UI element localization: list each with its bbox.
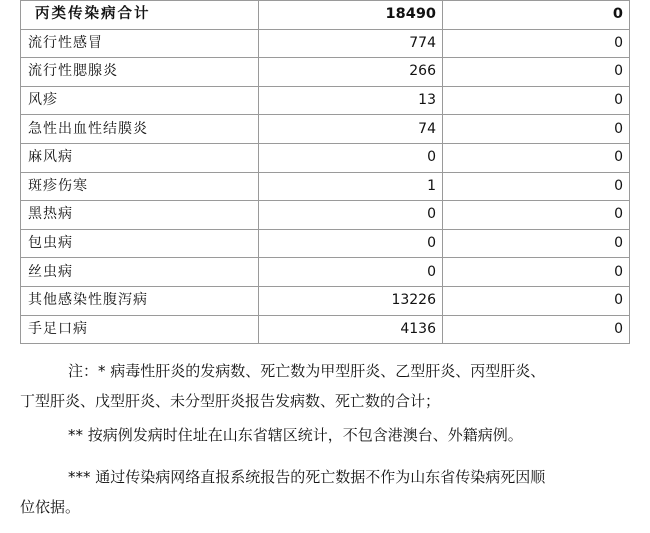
- death-count: 0: [443, 172, 630, 201]
- death-count: 0: [443, 286, 630, 315]
- death-count: 0: [443, 115, 630, 144]
- total-row: [21, 1, 630, 30]
- case-count: 1: [259, 172, 443, 201]
- disease-name: 黑热病: [21, 201, 259, 230]
- footnote-1-line-2: 丁型肝炎、戊型肝炎、未分型肝炎报告发病数、死亡数的合计；: [20, 392, 441, 410]
- disease-name: 手足口病: [21, 315, 259, 344]
- footnote-2: ** 按病例发病时住址在山东省辖区统计，不包含港澳台、外籍病例。: [68, 426, 523, 444]
- case-count: 13226: [259, 286, 443, 315]
- disease-name: 流行性感冒: [21, 29, 259, 58]
- disease-name: 丝虫病: [21, 258, 259, 287]
- footnote-1-line-1: 注：* 病毒性肝炎的发病数、死亡数为甲型肝炎、乙型肝炎、丙型肝炎、: [68, 362, 546, 380]
- table-row: [21, 58, 630, 87]
- table-row: [21, 172, 630, 201]
- case-count: 0: [259, 229, 443, 258]
- case-count: 774: [259, 29, 443, 58]
- case-count: 0: [259, 201, 443, 230]
- disease-name: 急性出血性结膜炎: [21, 115, 259, 144]
- death-count: 0: [443, 258, 630, 287]
- footnotes: [20, 356, 630, 522]
- death-count: 0: [443, 58, 630, 87]
- case-count: 4136: [259, 315, 443, 344]
- table-row: [21, 315, 630, 344]
- table-row: [21, 29, 630, 58]
- table-row: [21, 201, 630, 230]
- death-count: 0: [443, 201, 630, 230]
- death-count: 0: [443, 315, 630, 344]
- table-row: [21, 86, 630, 115]
- death-count: 0: [443, 143, 630, 172]
- disease-table: [20, 0, 630, 344]
- footnote-3-line-2: 位依据。: [20, 498, 81, 516]
- case-count: 266: [259, 58, 443, 87]
- disease-name: 流行性腮腺炎: [21, 58, 259, 87]
- disease-name: 斑疹伤寒: [21, 172, 259, 201]
- table-row: [21, 229, 630, 258]
- disease-table-container: [20, 0, 629, 344]
- disease-name: 其他感染性腹泻病: [21, 286, 259, 315]
- case-count: 74: [259, 115, 443, 144]
- case-count: 0: [259, 143, 443, 172]
- case-count: 13: [259, 86, 443, 115]
- table-row: [21, 115, 630, 144]
- disease-name: 包虫病: [21, 229, 259, 258]
- case-count: 0: [259, 258, 443, 287]
- disease-name: 风疹: [21, 86, 259, 115]
- table-row: [21, 258, 630, 287]
- total-cases: 18490: [259, 1, 443, 30]
- death-count: 0: [443, 29, 630, 58]
- total-deaths: 0: [443, 1, 630, 30]
- total-name: 丙类传染病合计: [21, 1, 259, 30]
- footnote-3-line-1: *** 通过传染病网络直报系统报告的死亡数据不作为山东省传染病死因顺: [68, 468, 546, 486]
- disease-name: 麻风病: [21, 143, 259, 172]
- death-count: 0: [443, 229, 630, 258]
- table-row: [21, 143, 630, 172]
- death-count: 0: [443, 86, 630, 115]
- table-row: [21, 286, 630, 315]
